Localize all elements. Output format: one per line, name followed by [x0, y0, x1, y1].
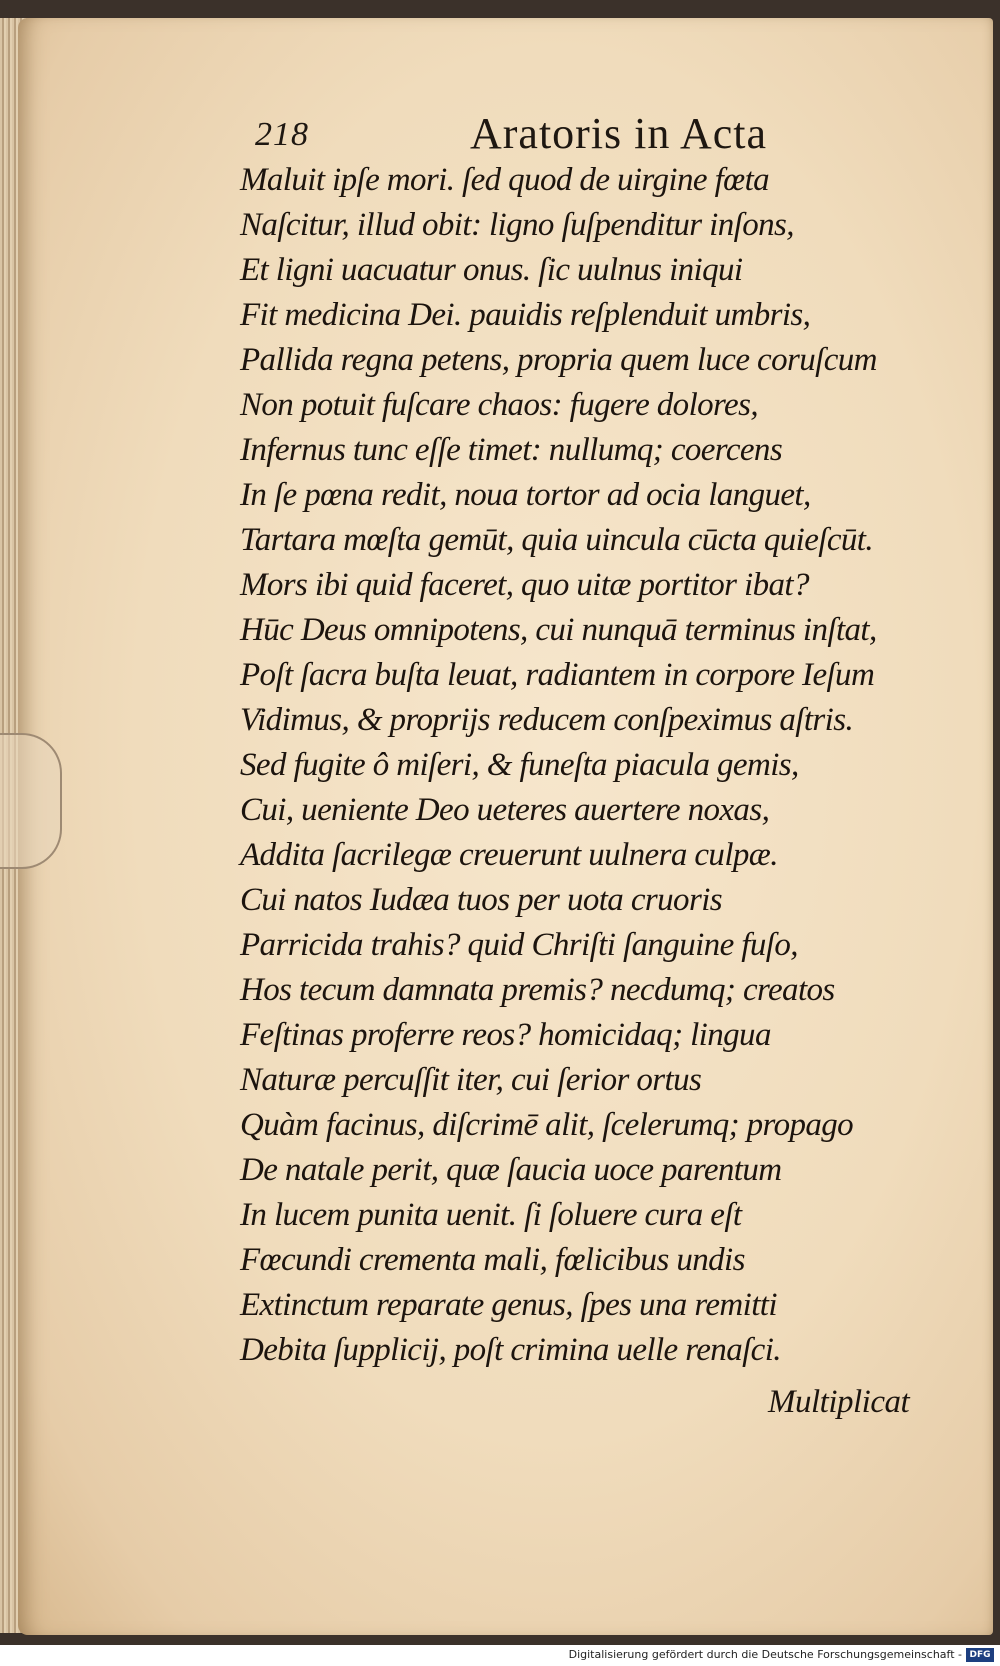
verse-line: Vidimus, & proprijs reducem conſpeximus aſtris. [240, 702, 854, 738]
verse-line: In ſe pœna redit, noua tortor ad ocia languet, [240, 477, 811, 513]
running-title: Aratoris in Acta [470, 109, 768, 158]
verse-line: Cui natos Iudæa tuos per uota cruoris [240, 882, 723, 918]
catchword: Multiplicat [768, 1384, 910, 1420]
verse-line: Fœcundi crementa mali, fœlicibus undis [240, 1242, 745, 1278]
verse-line: Addita ſacrilegæ creuerunt uulnera culpæ. [240, 837, 778, 873]
verse-line: Sed fugite ô miſeri, & funeſta piacula gemis, [240, 747, 799, 783]
verse-line: Mors ibi quid faceret, quo uitæ portitor ibat? [240, 567, 809, 603]
verse-line: Non potuit fuſcare chaos: fugere dolores, [240, 387, 758, 423]
verse-line: Cui, ueniente Deo ueteres auertere noxas, [240, 792, 770, 828]
verse-line: Maluit ipſe mori. ſed quod de uirgine fœta [240, 162, 770, 198]
page-number: 218 [255, 116, 309, 153]
verse-line: Fit medicina Dei. pauidis reſplenduit umbris, [240, 297, 811, 333]
verse-line: Et ligni uacuatur onus. ſic uulnus iniqui [240, 252, 743, 288]
verse-text [240, 158, 960, 1373]
verse-line: Hūc Deus omnipotens, cui nunquā terminus inſtat, [240, 612, 877, 648]
page-header [255, 108, 795, 158]
verse-line: Parricida trahis? quid Chriſti ſanguine fuſo, [240, 927, 798, 963]
verse-line: Quàm facinus, diſcrimē alit, ſcelerumq; propago [240, 1107, 854, 1143]
verse-line: In lucem punita uenit. ſi ſoluere cura eſt [240, 1197, 742, 1233]
verse-line: Infernus tunc eſſe timet: nullumq; coercens [240, 432, 783, 468]
dfg-logo: DFG [966, 1648, 994, 1662]
verse-line: Pallida regna petens, propria quem luce coruſcum [240, 342, 877, 378]
verse-line: De natale perit, quæ ſaucia uoce parentum [240, 1152, 782, 1188]
footer-bar [0, 1645, 1000, 1666]
funding-credit: Digitalisierung gefördert durch die Deutsche Forschungsgemeinschaft - [568, 1648, 962, 1661]
verse-line: Tartara mœſta gemūt, quia uincula cūcta quieſcūt. [240, 522, 874, 558]
verse-line: Extinctum reparate genus, ſpes una remitti [240, 1287, 777, 1323]
verse-line: Hos tecum damnata premis? necdumq; creatos [240, 972, 835, 1008]
verse-line: Debita ſupplicij, poſt crimina uelle renaſci. [240, 1332, 781, 1368]
verse-line: Naſcitur, illud obit: ligno ſuſpenditur inſons, [240, 207, 794, 243]
verse-line: Poſt ſacra buſta leuat, radiantem in corpore Ieſum [240, 657, 875, 693]
page-tab-edge [0, 733, 62, 869]
verse-line: Feſtinas proferre reos? homicidaq; lingua [240, 1017, 771, 1053]
verse-line: Naturæ percuſſit iter, cui ſerior ortus [240, 1062, 702, 1098]
